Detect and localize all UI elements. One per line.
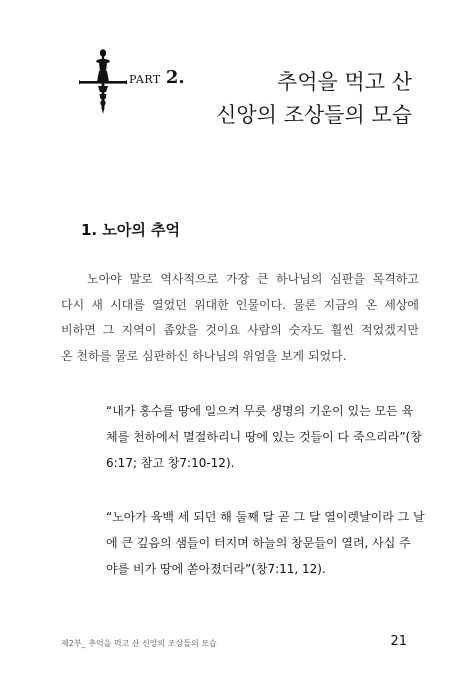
page-number: 21 <box>390 634 407 649</box>
praying-figure-cross-emblem-icon <box>79 45 127 115</box>
section-heading: 1. 노아의 추억 <box>81 221 181 239</box>
body-line: 다시 새 시대를 열었던 위대한 인물이다. 물론 지금의 온 세상에 <box>61 297 419 312</box>
part-title-line-1: 추억을 먹고 산 <box>276 70 412 94</box>
scripture-quote <box>106 504 425 582</box>
quote-line: 야를 비가 땅에 쏟아졌더라”(창7:11, 12). <box>106 562 326 576</box>
body-line: 비하면 그 지역이 좁았을 것이요 사람의 숫자도 훨씬 적었겠지만 <box>61 323 419 337</box>
quote-line: “내가 홍수를 땅에 일으켜 무릇 생명의 기운이 있는 모든 육 <box>106 404 414 418</box>
quote-line: “노아가 육백 세 되던 해 둘째 달 곧 그 달 열이렛날이라 그 날 <box>106 510 425 524</box>
scripture-quote <box>106 398 422 476</box>
body-line: 온 천하를 물로 심판하신 하나님의 위엄을 보게 되었다. <box>61 348 347 363</box>
quote-line: 6:17; 참고 창7:10-12). <box>106 456 235 470</box>
quote-line: 에 큰 깊음의 샘들이 터지며 하늘의 창문들이 열려, 사십 주 <box>106 536 411 550</box>
part-title-line-2: 신앙의 조상들의 모습 <box>216 103 412 127</box>
running-head: 제2부_ 추억을 먹고 산 신앙의 조상들의 모습 <box>61 639 217 648</box>
part-word: PART <box>129 73 161 86</box>
part-number: 2. <box>165 67 185 88</box>
part-label <box>129 67 185 88</box>
quote-line: 체를 천하에서 멸절하리니 땅에 있는 것들이 다 죽으리라”(창 <box>106 430 422 444</box>
body-line: 노아야 말로 역사적으로 가장 큰 하나님의 심판을 목격하고 <box>87 272 419 286</box>
part-title <box>216 66 412 132</box>
body-paragraph <box>61 267 419 369</box>
